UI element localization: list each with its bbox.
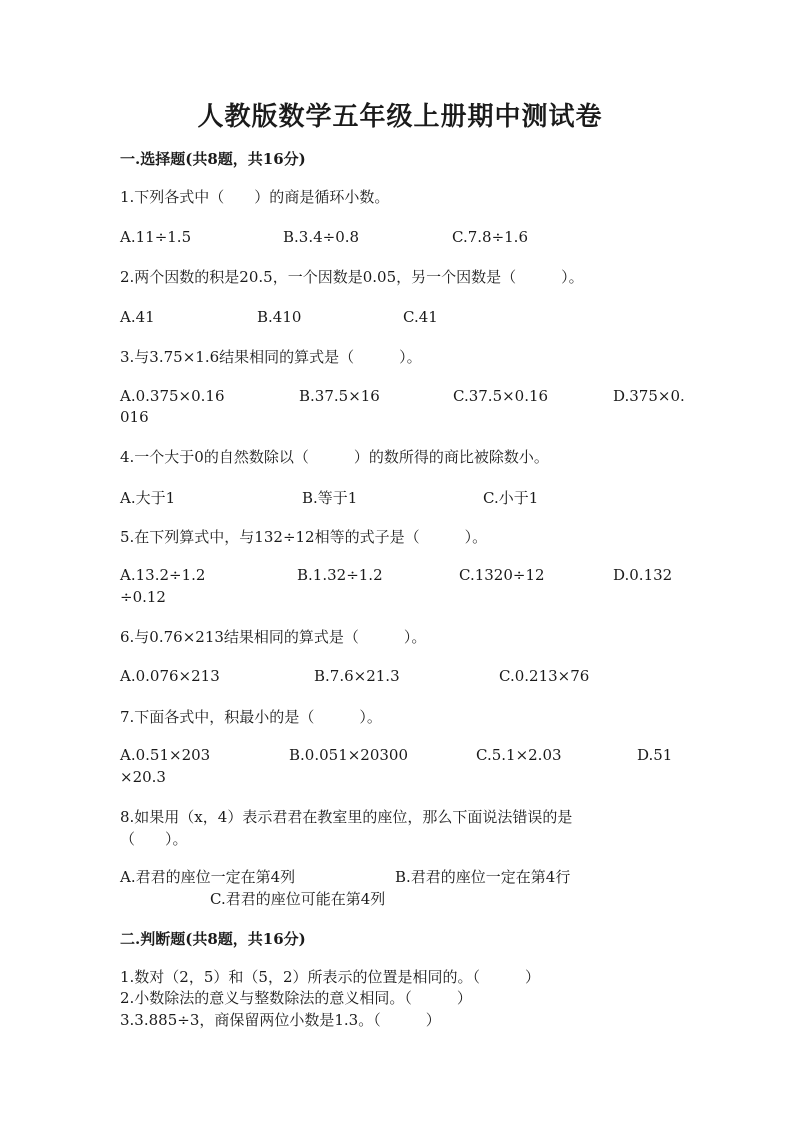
q2-option-a: A.41 [120, 308, 155, 326]
q3-option-a: A.0.375×0.16 [120, 387, 225, 405]
question-1: 1.下列各式中（ ）的商是循环小数。 [120, 188, 390, 206]
q7-option-d-wrap: ×20.3 [120, 768, 166, 786]
q1-option-a: A.11÷1.5 [120, 228, 192, 246]
q4-option-a: A.大于1 [120, 489, 176, 507]
q8-option-a: A.君君的座位一定在第4列 [120, 868, 296, 886]
q1-option-c: C.7.8÷1.6 [452, 228, 528, 246]
q8-option-c: C.君君的座位可能在第4列 [210, 890, 386, 908]
q5-option-d-wrap: ÷0.12 [120, 588, 166, 606]
judgment-item-1: 1.数对（2，5）和（5，2）所表示的位置是相同的。（ ） [120, 968, 540, 986]
judgment-item-2: 2.小数除法的意义与整数除法的意义相同。（ ） [120, 989, 472, 1007]
q7-option-a: A.0.51×203 [120, 746, 211, 764]
q3-option-d-wrap: 016 [120, 408, 149, 426]
question-6: 6.与0.76×213结果相同的算式是（ ）。 [120, 628, 427, 646]
q3-option-c: C.37.5×0.16 [453, 387, 549, 405]
question-7: 7.下面各式中，积最小的是（ ）。 [120, 708, 382, 726]
q3-option-b: B.37.5×16 [299, 387, 380, 405]
q7-option-c: C.5.1×2.03 [476, 746, 562, 764]
q6-option-b: B.7.6×21.3 [314, 667, 400, 685]
q4-option-b: B.等于1 [302, 489, 358, 507]
judgment-item-3: 3.3.885÷3，商保留两位小数是1.3。（ ） [120, 1011, 441, 1029]
q5-option-b: B.1.32÷1.2 [297, 566, 383, 584]
q7-option-d: D.51 [637, 746, 673, 764]
q5-option-d: D.0.132 [613, 566, 673, 584]
q5-option-a: A.13.2÷1.2 [120, 566, 206, 584]
q2-option-c: C.41 [403, 308, 438, 326]
q2-option-b: B.410 [257, 308, 302, 326]
question-5: 5.在下列算式中，与132÷12相等的式子是（ ）。 [120, 528, 488, 546]
q4-option-c: C.小于1 [483, 489, 539, 507]
q5-option-c: C.1320÷12 [459, 566, 545, 584]
question-3: 3.与3.75×1.6结果相同的算式是（ ）。 [120, 348, 422, 366]
question-2: 2.两个因数的积是20.5，一个因数是0.05，另一个因数是（ ）。 [120, 268, 584, 286]
q6-option-c: C.0.213×76 [499, 667, 590, 685]
page-title: 人教版数学五年级上册期中测试卷 [197, 102, 603, 132]
question-8: 8.如果用（x，4）表示君君在教室里的座位，那么下面说法错误的是（ ）。 [120, 808, 573, 848]
question-4: 4.一个大于0的自然数除以（ ）的数所得的商比被除数小。 [120, 448, 549, 466]
q8-option-b: B.君君的座位一定在第4行 [395, 868, 571, 886]
section-heading-judgment: 二.判断题(共8题，共16分) [120, 930, 306, 948]
section-heading-choice: 一.选择题(共8题，共16分) [120, 150, 306, 168]
q3-option-d: D.375×0. [613, 387, 685, 405]
q6-option-a: A.0.076×213 [120, 667, 220, 685]
q7-option-b: B.0.051×20300 [289, 746, 409, 764]
q1-option-b: B.3.4÷0.8 [283, 228, 360, 246]
